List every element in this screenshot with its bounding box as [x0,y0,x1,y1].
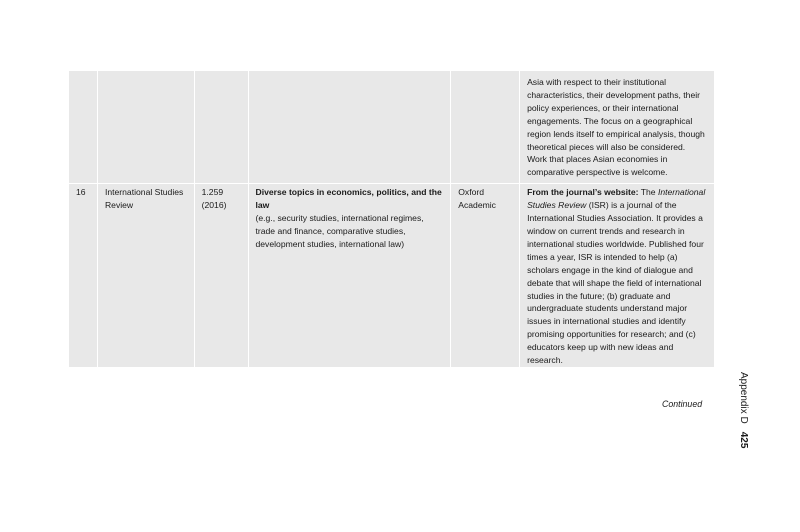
cell-description [520,184,714,368]
cell-impact-factor [194,71,248,184]
cell-topics [248,184,451,368]
topics-heading: Diverse topics in economics, politics, and the law [255,187,442,211]
table-row [69,184,714,368]
description-body: (ISR) is a journal of the International Studies Association. It provides a window on current trends and research in international studies worldwide. Published four times a year, ISR is intended to help (a) scholars engage in the kind of dialogue and debate that will shape the field of international studies in the future; (b) graduate and undergraduate students understand major issues in international studies and identify promising opportunities for research; and (c) educators keep up with new ideas and research. [527,200,704,366]
cell-journal [97,71,194,184]
cell-number [69,71,97,184]
continued-label: Continued [662,399,703,409]
cell-journal: International Studies Review [97,184,194,368]
running-head [736,372,750,462]
cell-number: 16 [69,184,97,368]
cell-publisher [451,71,520,184]
table-row [69,71,714,184]
cell-publisher: Oxford Academic [451,184,520,368]
cell-topics [248,71,451,184]
cell-impact-factor: 1.259 (2016) [194,184,248,368]
topics-detail: (e.g., security studies, international regimes, trade and finance, comparative studies, development studies, international law) [255,213,424,249]
description-journal-title: International Studies Review [527,187,706,211]
journal-table [69,71,714,368]
description-pre: The [640,187,656,198]
page-number: 425 [738,431,749,449]
cell-description: Asia with respect to their institutional characteristics, their development paths, their policy experiences, or their international engagements. The focus on a geographical region lends itself to empirical analysis, though theoretical pieces will also be considered. Work that places Asian economies in comparative perspective is welcome. [520,71,714,184]
description-lead: From the journal’s website: [527,187,639,198]
running-head-section: Appendix D [738,372,749,424]
